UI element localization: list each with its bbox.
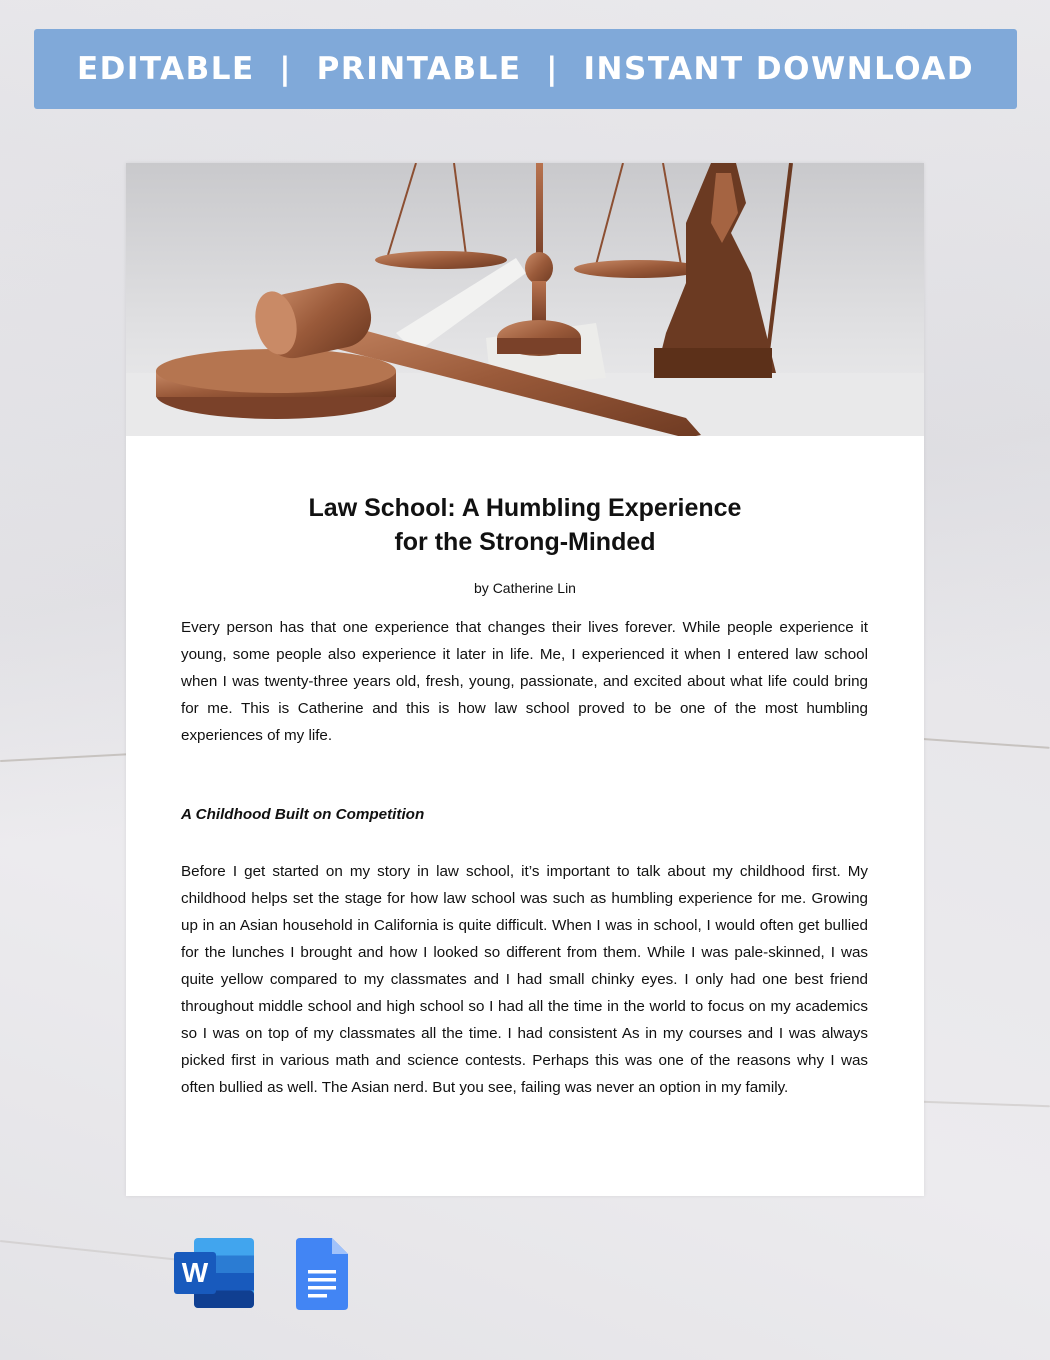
section-heading: A Childhood Built on Competition bbox=[181, 806, 425, 823]
hero-image-justice-scales-gavel bbox=[126, 163, 924, 436]
section-paragraph: Before I get started on my story in law school, it’s important to talk about my childhood first. My childhood helps set the stage for how law school was such as humbling experience for me. Growing up in an Asian household in California is quite difficult. When I was in school, I would often get bullied for the lunches I brought and how I looked so different from them. While I was pale-skinned, I was quite yellow compared to my classmates and I had small chinky eyes. I only had one best friend throughout middle school and high school so I had all the time in the world to focus on my academics so I was on top of my classmates all the time. I had consistent As in my courses and I was always picked first in various math and science contests. Perhaps this was one of the reasons why I was often bullied as well. The Asian nerd. But you see, failing was never an option in my family. bbox=[181, 863, 868, 1096]
intro-paragraph: Every person has that one experience that changes their lives forever. While people experience it young, some people also experience it later in life. Me, I experienced it when I entered law school when I was twenty-three years old, fresh, young, passionate, and excited about what life could bring for me. This is Catherine and this is how law school proved to be one of the most humbling experiences of my life. bbox=[181, 619, 868, 744]
microsoft-word-icon[interactable] bbox=[174, 1238, 254, 1308]
document-title bbox=[126, 491, 924, 559]
google-docs-icon[interactable] bbox=[296, 1238, 348, 1310]
document-page bbox=[126, 163, 924, 1196]
top-banner bbox=[34, 29, 1017, 109]
svg-text:W: W bbox=[181, 1257, 209, 1288]
title-line-2: for the Strong-Minded bbox=[394, 528, 656, 556]
title-line-1: Law School: A Humbling Experience bbox=[308, 494, 742, 522]
banner-text: EDITABLE | PRINTABLE | INSTANT DOWNLOAD bbox=[76, 51, 975, 87]
marble-vein bbox=[0, 1240, 199, 1263]
byline: by Catherine Lin bbox=[474, 580, 576, 596]
